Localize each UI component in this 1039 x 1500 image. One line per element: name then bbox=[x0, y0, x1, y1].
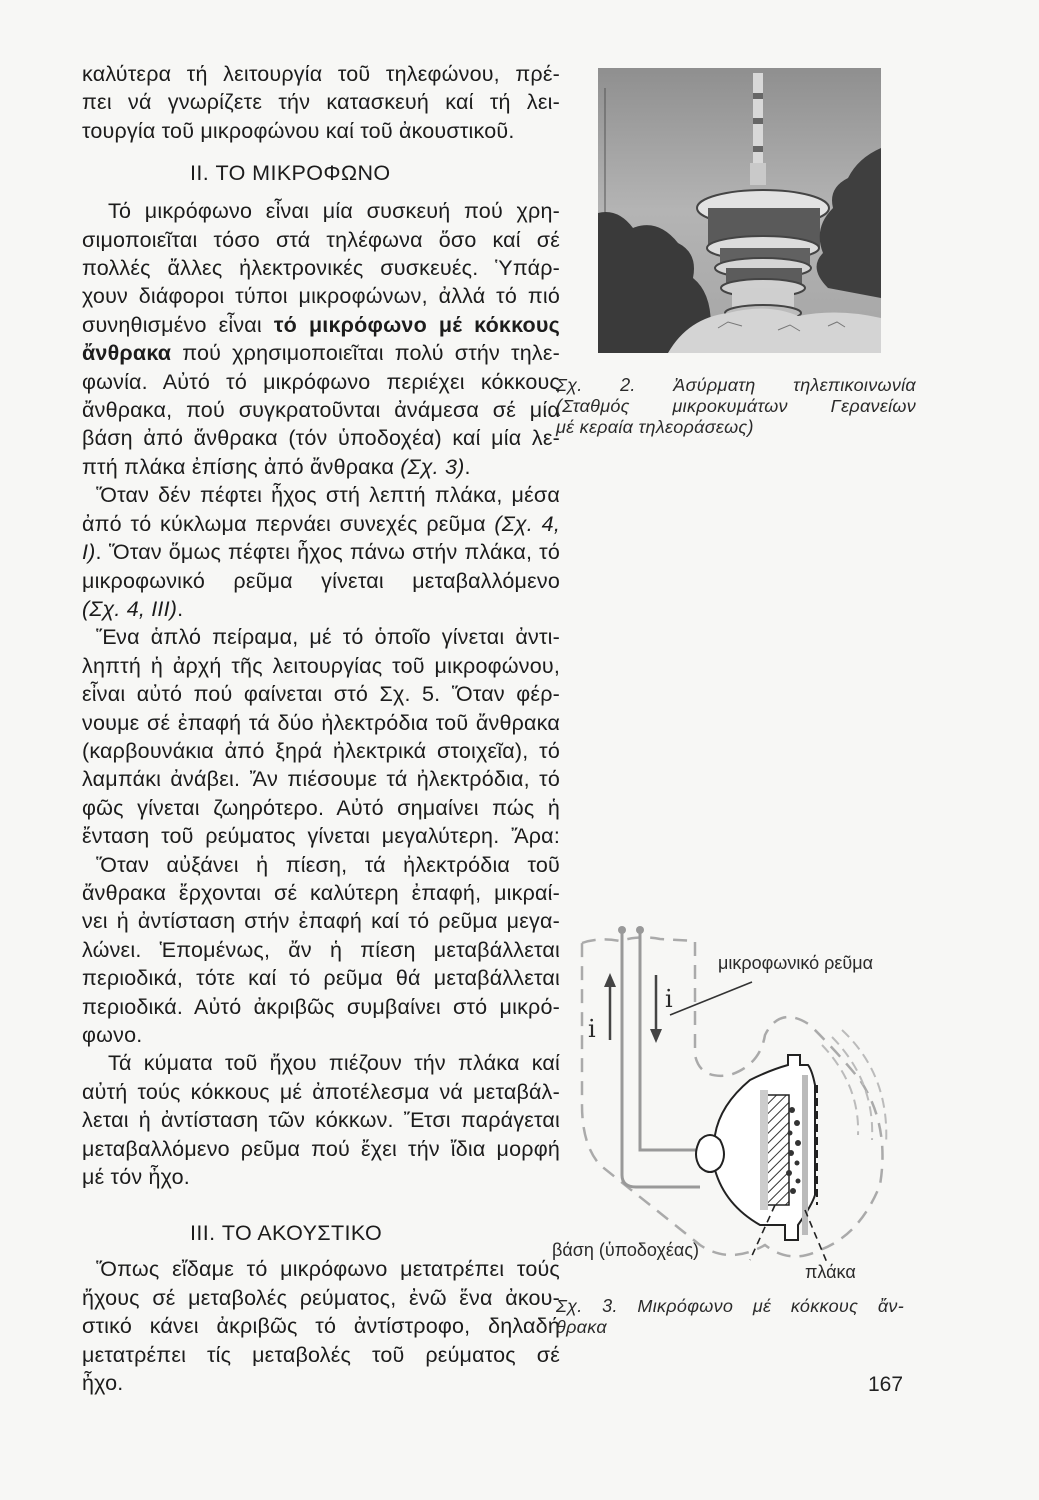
current-i-label-up: i bbox=[588, 1015, 596, 1043]
text-line: χουν διάφοροι τύποι μικροφώνων, ἀλλά τό πιό bbox=[82, 284, 560, 309]
text-line: ἦχο. bbox=[82, 1371, 124, 1396]
text-line: πτή πλάκα ἐπίσης ἀπό ἄνθρακα (Σχ. 3). bbox=[82, 454, 471, 479]
text-line: συνηθισμένο εἶναι τό μικρόφωνο μέ κόκκους bbox=[82, 312, 560, 337]
current-i-label-down: i bbox=[665, 985, 673, 1013]
section-heading-earphone: III. ΤΟ ΑΚΟΥΣΤΙΚΟ bbox=[190, 1221, 383, 1246]
bold-term: τό μικρόφωνο μέ κόκκους bbox=[273, 312, 560, 337]
text-line: λαμπάκι ἀνάβει. Ἄν πιέσουμε τά ἠλεκτρόδια, τό bbox=[82, 767, 560, 792]
figure-3-caption bbox=[556, 1296, 916, 1338]
tower-photo-illustration bbox=[598, 68, 881, 353]
text-line: φῶς γίνεται ζωηρότερο. Αὐτό σημαίνει πώς ἡ bbox=[82, 795, 560, 820]
text-line: ἄνθρακα πού χρησιμοποιεῖται πολύ στήν τηλε- bbox=[82, 341, 560, 366]
text-line: ἤχους σέ μεταβολές ρεύματος, ἐνῶ ἕνα ἀκου- bbox=[82, 1285, 560, 1310]
microphone-current-label: μικροφωνικό ρεῦμα bbox=[718, 953, 874, 973]
text-line: μικροφωνικό ρεῦμα γίνεται μεταβαλλόμενο bbox=[82, 568, 560, 593]
text-line: περιοδικά, τότε καί τό ρεῦμα θά μεταβάλλεται bbox=[82, 966, 560, 991]
text-line: σιμοποιεῖται τόσο στά τηλέφωνα ὅσο καί σέ bbox=[82, 227, 560, 252]
microphone-paragraph-1 bbox=[82, 197, 560, 481]
text-line: περιοδικά. Αὐτό ἀκριβῶς συμβαίνει στό μικρό- bbox=[82, 994, 560, 1019]
text-line: Ὅταν δέν πέφτει ἦχος στή λεπτή πλάκα, μέσα bbox=[96, 483, 560, 508]
text-line: Τό μικρόφωνο εἶναι μία συσκευή πού χρη- bbox=[108, 199, 560, 224]
figure-reference: (Σχ. 4, bbox=[494, 511, 560, 536]
text-line: λεται ἡ ἀντίσταση τῶν κόκκων. Ἔτσι παράγεται bbox=[82, 1108, 560, 1133]
text-line: τουργία τοῦ μικροφώνου καί τοῦ ἀκουστικοῦ. bbox=[82, 118, 515, 143]
text-line: (Σχ. 4, III). bbox=[82, 596, 184, 621]
text-line: βάση ἀπό ἄνθρακα (τόν ὑποδοχέα) καί μία λε- bbox=[82, 426, 560, 451]
earphone-paragraph-1 bbox=[82, 1255, 560, 1397]
text-line: πολλές ἄλλες ἠλεκτρονικές συσκευές. Ὑπάρ- bbox=[82, 256, 560, 281]
microphone-paragraph-4 bbox=[82, 851, 560, 1050]
text-line: Ὅταν αὐξάνει ἡ πίεση, τά ἠλεκτρόδια τοῦ bbox=[96, 852, 560, 877]
text-line: λώνει. Ἑπομένως, ἄν ἡ πίεση μεταβάλλεται bbox=[82, 937, 560, 962]
plate-label: πλάκα bbox=[805, 1262, 856, 1282]
text-line: φωνία. Αὐτό τό μικρόφωνο περιέχει κόκκους bbox=[82, 369, 560, 394]
bold-term: ἄνθρακα bbox=[82, 341, 172, 366]
figure-reference: (Σχ. 4, III) bbox=[82, 596, 178, 621]
tower-photo bbox=[598, 68, 881, 353]
text-line: Ὅπως εἴδαμε τό μικρόφωνο μετατρέπει τούς bbox=[96, 1257, 560, 1282]
microphone-paragraph-5 bbox=[82, 1049, 560, 1191]
text-line: νουμε σέ ἐπαφή τά δύο ἠλεκτρόδια τοῦ ἄνθρακα bbox=[82, 710, 560, 735]
microphone-paragraph-2 bbox=[82, 481, 560, 623]
caption-line: (Σταθμός μικροκυμάτων Γερανείων bbox=[556, 396, 916, 416]
text-line: μέ τόν ἦχο. bbox=[82, 1165, 190, 1190]
text-line: μετατρέπει τίς μεταβολές τοῦ ρεύματος σέ bbox=[82, 1342, 560, 1367]
text-line: (καρβουνάκια ἀπό ξηρά ἠλεκτρικά στοιχεῖα), τό bbox=[82, 738, 560, 763]
text-line: I). Ὅταν ὅμως πέφτει ἦχος πάνω στήν πλάκα, τό bbox=[82, 540, 560, 565]
text-line: ἀπό τό κύκλωμα περνάει συνεχές ρεῦμα (Σχ. 4, bbox=[82, 511, 560, 536]
figure-reference: I) bbox=[82, 540, 96, 565]
microphone-paragraph-3 bbox=[82, 623, 560, 850]
intro-paragraph bbox=[82, 60, 560, 145]
carbon-microphone-diagram bbox=[560, 905, 930, 1285]
text-line: Ἕνα ἁπλό πείραμα, μέ τό ὁποῖο γίνεται ἀντι- bbox=[96, 625, 560, 650]
figure-reference: (Σχ. 3) bbox=[400, 454, 465, 479]
text-line: στικό κάνει ἀκριβῶς τό ἀντίστροφο, δηλαδή bbox=[82, 1314, 560, 1339]
text-line: Τά κύματα τοῦ ἤχου πιέζουν τήν πλάκα καί bbox=[108, 1051, 560, 1076]
text-line: φωνο. bbox=[82, 1023, 143, 1047]
caption-line: μέ κεραία τηλεοράσεως) bbox=[556, 417, 754, 437]
section-heading-microphone: II. ΤΟ ΜΙΚΡΟΦΩΝΟ bbox=[190, 161, 391, 186]
text-line: νει ἡ ἀντίσταση στήν ἐπαφή καί τό ρεῦμα μεγα- bbox=[82, 909, 560, 934]
page-number: 167 bbox=[868, 1373, 904, 1396]
text-line: καλύτερα τή λειτουργία τοῦ τηλεφώνου, πρέ- bbox=[82, 62, 560, 86]
base-receiver-label: βάση (ὑποδοχέας) bbox=[552, 1240, 699, 1260]
text-line: ἔνταση τοῦ ρεύματος γίνεται μεγαλύτερη. Ἄρα: bbox=[82, 824, 560, 849]
figure-2-caption bbox=[556, 375, 916, 438]
main-text-column bbox=[82, 60, 560, 1397]
text-line: ληπτή ἡ ἀρχή τῆς λειτουργίας τοῦ μικροφώνου, bbox=[82, 653, 560, 678]
caption-line: Σχ. 3. Μικρόφωνο μέ κόκκους ἄν- bbox=[556, 1296, 904, 1316]
text-line: ἄνθρακα, πού συγκρατοῦνται ἀνάμεσα σέ μία bbox=[82, 398, 560, 423]
text-line: πει νά γνωρίζετε τήν κατασκευή καί τή λει- bbox=[82, 90, 560, 115]
caption-line: θρακα bbox=[556, 1317, 607, 1337]
text-line: εἶναι αὐτό πού φαίνεται στό Σχ. 5. Ὅταν φέρ- bbox=[82, 682, 560, 707]
text-line: μεταβαλλόμενο ρεῦμα πού ἔχει τήν ἴδια μορφή bbox=[82, 1136, 560, 1161]
caption-line: Σχ. 2. Ἀσύρματη τηλεπικοινωνία bbox=[556, 375, 916, 395]
text-line: αὐτή τούς κόκκους μέ ἀποτέλεσμα νά μεταβάλ- bbox=[82, 1079, 560, 1104]
text-line: ἄνθρακα ἔρχονται σέ καλύτερη ἐπαφή, μικραί- bbox=[82, 880, 560, 905]
